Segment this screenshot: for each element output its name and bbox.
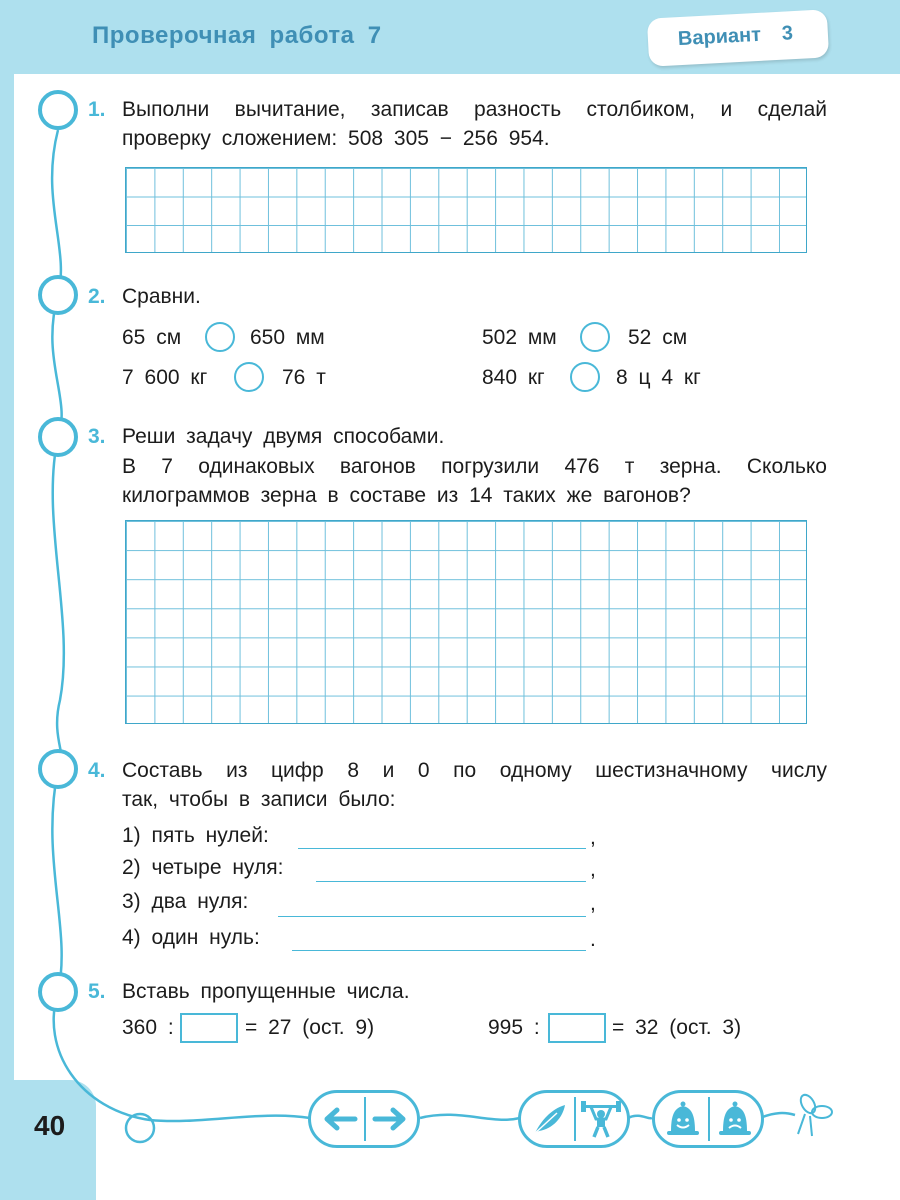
task1-number: 1. — [88, 98, 106, 121]
compare-right-1: 650 мм — [250, 326, 325, 349]
compare-circle-2[interactable] — [580, 322, 610, 352]
compare-left-4: 840 кг — [482, 366, 545, 389]
task4-item2-label: 2) четыре нуля: — [122, 856, 284, 879]
task4-text-line1: Составь из цифр 8 и 0 по одному шестизначному числу — [122, 759, 827, 782]
task4-item3-answer-line[interactable] — [278, 916, 586, 917]
task5-number: 5. — [88, 980, 106, 1003]
page-number: 40 — [34, 1110, 66, 1141]
task4-item4-answer-line[interactable] — [292, 950, 586, 951]
task4-item3-label: 3) два нуля: — [122, 890, 249, 913]
task2-circle — [38, 275, 78, 315]
variant-label: Вариант — [677, 23, 762, 51]
arrow-left-icon[interactable] — [317, 1101, 361, 1137]
sad-bell-icon[interactable] — [713, 1098, 757, 1140]
task2-number: 2. — [88, 285, 106, 308]
task3-number: 3. — [88, 425, 106, 448]
task5-eq1-input-box[interactable] — [180, 1013, 238, 1043]
compare-right-3: 76 т — [282, 366, 326, 389]
task4-item4-label: 4) один нуль: — [122, 926, 260, 949]
task5-prompt: Вставь пропущенные числа. — [122, 980, 410, 1003]
task4-number: 4. — [88, 759, 106, 782]
task5-eq1-rest: = 27 (ост. 9) — [245, 1016, 375, 1039]
nav-mood-pill[interactable] — [652, 1090, 764, 1148]
task4-item2-punct: , — [590, 858, 596, 881]
compare-left-3: 7 600 кг — [122, 366, 208, 389]
compare-circle-1[interactable] — [205, 322, 235, 352]
task1-answer-grid[interactable] — [125, 167, 807, 253]
task3-text-line3: килограммов зерна в составе из 14 таких же вагонов? — [122, 484, 691, 507]
compare-right-4: 8 ц 4 кг — [616, 366, 701, 389]
weightlifter-icon[interactable] — [579, 1099, 623, 1139]
compare-right-2: 52 см — [628, 326, 688, 349]
page-title: Проверочная работа 7 — [92, 22, 382, 49]
task5-eq2-rest: = 32 (ост. 3) — [612, 1016, 742, 1039]
task4-item3-punct: , — [590, 892, 596, 915]
feather-icon[interactable] — [527, 1099, 571, 1139]
task3-text-line2: В 7 одинаковых вагонов погрузили 476 т зерна. Сколько — [122, 455, 827, 478]
task5-eq2-dividend: 995 : — [488, 1016, 540, 1039]
smiling-bell-icon[interactable] — [661, 1098, 705, 1140]
compare-left-2: 502 мм — [482, 326, 557, 349]
task4-text-line2: так, чтобы в записи было: — [122, 788, 396, 811]
task1-text-line1: Выполни вычитание, записав разность столбиком, и сделай — [122, 98, 827, 121]
arrow-right-icon[interactable] — [369, 1101, 413, 1137]
task2-prompt: Сравни. — [122, 285, 201, 308]
task5-eq1-dividend: 360 : — [122, 1016, 174, 1039]
task1-circle — [38, 90, 78, 130]
compare-circle-4[interactable] — [570, 362, 600, 392]
variant-number: 3 — [781, 22, 794, 45]
task4-item2-answer-line[interactable] — [316, 881, 586, 882]
task3-answer-grid[interactable] — [125, 520, 807, 724]
ribbon-bow-icon — [798, 1092, 832, 1136]
task4-item1-punct: , — [590, 826, 596, 849]
nav-arrows-pill[interactable] — [308, 1090, 420, 1148]
compare-circle-3[interactable] — [234, 362, 264, 392]
task5-eq2-input-box[interactable] — [548, 1013, 606, 1043]
task4-item4-punct: . — [590, 928, 596, 951]
nav-difficulty-pill[interactable] — [518, 1090, 630, 1148]
task1-text-line2: проверку сложением: 508 305 − 256 954. — [122, 127, 550, 150]
task5-circle — [38, 972, 78, 1012]
compare-left-1: 65 см — [122, 326, 182, 349]
task3-circle — [38, 417, 78, 457]
variant-tab — [647, 9, 829, 66]
task4-item1-label: 1) пять нулей: — [122, 824, 269, 847]
task4-item1-answer-line[interactable] — [298, 848, 586, 849]
task3-text-line1: Реши задачу двумя способами. — [122, 425, 445, 448]
task4-circle — [38, 749, 78, 789]
